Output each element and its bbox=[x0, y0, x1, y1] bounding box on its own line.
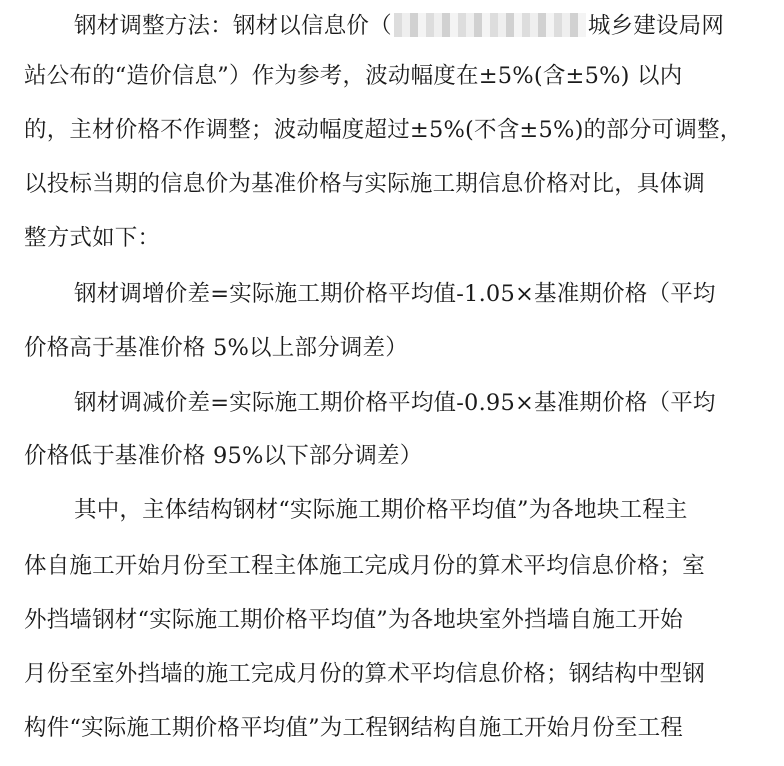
text-line-11: 体自施工开始月份至工程主体施工完成月份的算术平均信息价格；室 bbox=[24, 553, 706, 579]
text-line-3: 的，主材价格不作调整；波动幅度超过±5%(不含±5%)的部分可调整， bbox=[24, 117, 743, 143]
text-line-14: 构件“实际施工期价格平均值”为工程钢结构自施工开始月份至工程 bbox=[24, 715, 684, 741]
text-line-12: 外挡墙钢材“实际施工期价格平均值”为各地块室外挡墙自施工开始 bbox=[24, 607, 684, 633]
text-line-4: 以投标当期的信息价为基准价格与实际施工期信息价格对比，具体调 bbox=[24, 171, 706, 197]
text-line-9: 价格低于基准价格 95%以下部分调差） bbox=[24, 443, 423, 469]
text-line-7: 价格高于基准价格 5%以上部分调差） bbox=[24, 335, 408, 361]
text-line-10: 其中，主体结构钢材“实际施工期价格平均值”为各地块工程主 bbox=[74, 497, 688, 523]
text-line-2: 站公布的“造价信息”）作为参考，波动幅度在±5%(含±5%) 以内 bbox=[24, 63, 683, 89]
text-line-13: 月份至室外挡墙的施工完成月份的算术平均信息价格；钢结构中型钢 bbox=[24, 661, 706, 687]
text-line-1 bbox=[74, 8, 724, 44]
line-1-end: 城乡建设局网 bbox=[587, 13, 725, 39]
line-1-start: 钢材调整方法：钢材以信息价（ bbox=[74, 13, 392, 39]
text-line-8: 钢材调减价差=实际施工期价格平均值-0.95×基准期价格（平均 bbox=[74, 390, 716, 416]
text-line-6: 钢材调增价差=实际施工期价格平均值-1.05×基准期价格（平均 bbox=[74, 281, 716, 307]
text-line-5: 整方式如下： bbox=[24, 225, 161, 251]
redacted-region bbox=[394, 13, 586, 37]
